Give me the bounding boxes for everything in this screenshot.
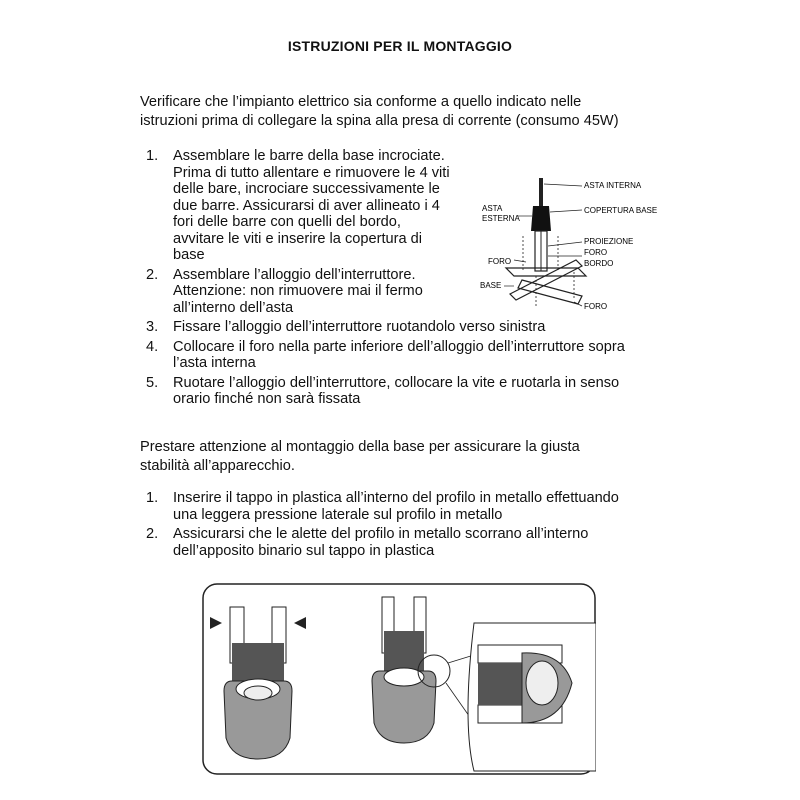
base-assembly-diagram: [478, 176, 703, 316]
label-foro: FORO: [584, 248, 608, 257]
label-base: BASE: [480, 281, 502, 290]
base-cover-icon: [531, 206, 551, 231]
label-asta: ASTA: [482, 204, 503, 213]
note-paragraph: [140, 438, 700, 476]
intro-paragraph: [140, 93, 700, 131]
label-bordo: BORDO: [584, 259, 614, 268]
label-esterna: ESTERNA: [482, 214, 520, 223]
label-copertura-base: COPERTURA BASE: [584, 206, 658, 215]
intro-line: Verificare che l’impianto elettrico sia conforme a quello indicato nelle: [140, 94, 582, 110]
step-item: 5. Ruotare l’alloggio dell’interruttore, collocare la vite e ruotarla in senso orario finché non sarà fissata: [146, 374, 620, 407]
note-line: stabilità all’apparecchio.: [140, 458, 295, 474]
step-item: 1. Inserire il tappo in plastica all’interno del profilo in metallo effettuando una leggera pressione laterale sul profilo in metallo: [146, 490, 619, 523]
label-asta-interna: ASTA INTERNA: [584, 181, 642, 190]
profile-cap-diagram: [202, 583, 596, 775]
step-item: 3. Fissare l’alloggio dell’interruttore ruotandolo verso sinistra: [146, 319, 546, 335]
step-item: 4. Collocare il foro nella parte inferiore dell’alloggio dell’interruttore sopra l’asta interna: [146, 338, 625, 371]
step-item: 2. Assicurarsi che le alette del profilo in metallo scorrano all’interno dell’apposito binario sul tappo in plastica: [146, 526, 589, 559]
cross-bar-icon: [510, 260, 582, 300]
step-item: 1. Assemblare le barre della base incrociate. Prima di tutto allentare e rimuovere le 4 viti delle bare, incrociare successivamente le due barre. Assicurarsi di aver allineato i 4 fori delle barre con quelli del bordo, avvitare le viti e inserire la copertura di base: [146, 148, 450, 263]
label-foro-left: FORO: [488, 257, 512, 266]
profile-steps-list: [140, 490, 619, 559]
zoom-detail-icon: [468, 623, 596, 771]
step-item: 2. Assemblare l’alloggio dell’interruttore. Attenzione: non rimuovere mai il fermo all’interno dell’asta: [146, 266, 423, 316]
label-proiezione: PROIEZIONE: [584, 237, 634, 246]
label-foro-bottom: FORO: [584, 302, 608, 311]
page-title: ISTRUZIONI PER IL MONTAGGIO: [287, 38, 513, 54]
intro-line: istruzioni prima di collegare la spina alla presa di corrente (consumo 45W): [140, 113, 619, 129]
note-line: Prestare attenzione al montaggio della base per assicurare la giusta: [140, 439, 580, 455]
